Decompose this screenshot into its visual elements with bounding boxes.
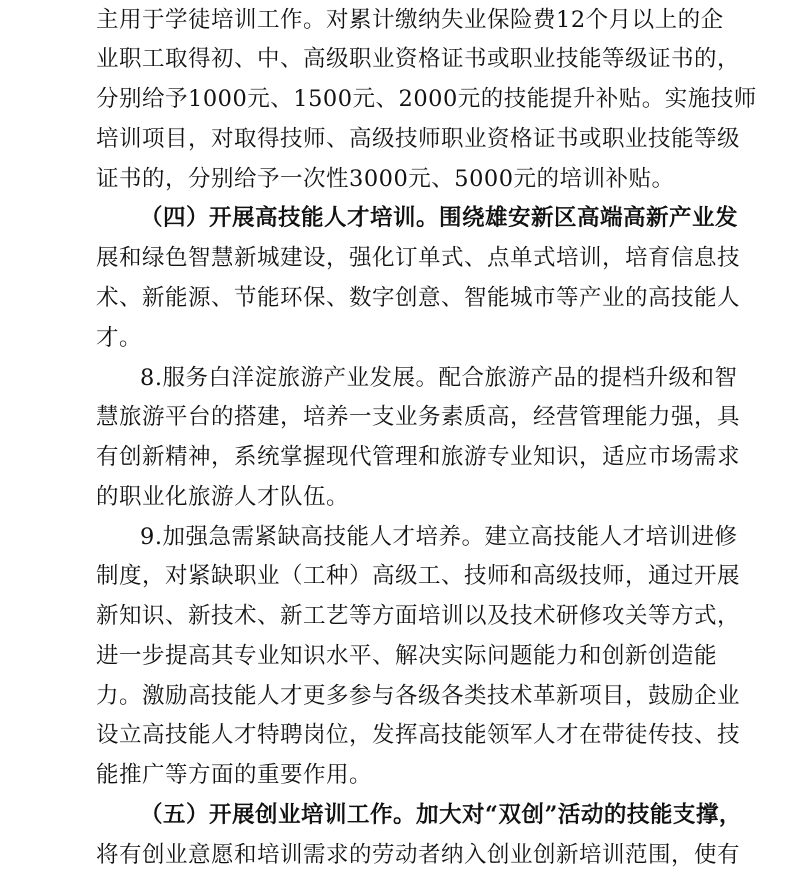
text-line: 展和绿色智慧新城建设，强化订单式、点单式培训，培育信息技 bbox=[96, 245, 741, 271]
text-line: 证书的，分别给予一次性3000元、5000元的培训补贴。 bbox=[96, 166, 675, 192]
text-line: 将有创业意愿和培训需求的劳动者纳入创业创新培训范围，使有 bbox=[96, 842, 741, 868]
text-line: 进一步提高其专业知识水平、解决实际问题能力和创新创造能 bbox=[96, 643, 718, 669]
text-line: 分别给予1000元、1500元、2000元的技能提升补贴。实施技师 bbox=[96, 86, 757, 112]
text-line: 制度，对紧缺职业（工种）高级工、技师和高级技师，通过开展 bbox=[96, 563, 741, 589]
section-heading-5: （五）开展创业培训工作。加大对“双创”活动的技能支撑， bbox=[140, 802, 742, 828]
text-line: 主用于学徒培训工作。对累计缴纳失业保险费12个月以上的企 bbox=[96, 7, 724, 33]
text-line: 培训项目，对取得技师、高级技师职业资格证书或职业技能等级 bbox=[96, 126, 741, 152]
text-line: 设立高技能人才特聘岗位，发挥高技能领军人才在带徒传技、技 bbox=[96, 722, 741, 748]
text-line: 能推广等方面的重要作用。 bbox=[96, 762, 373, 788]
text-line: 力。激励高技能人才更多参与各级各类技术革新项目，鼓励企业 bbox=[96, 683, 741, 709]
text-line: 慧旅游平台的搭建，培养一支业务素质高，经营管理能力强，具 bbox=[96, 404, 741, 430]
text-line: 的职业化旅游人才队伍。 bbox=[96, 484, 350, 510]
section-heading-4: （四）开展高技能人才培训。围绕雄安新区高端高新产业发 bbox=[140, 205, 739, 231]
text-line: 术、新能源、节能环保、数字创意、智能城市等产业的高技能人 bbox=[96, 285, 741, 311]
item-9-heading: 9.加强急需紧缺高技能人才培养。建立高技能人才培训进修 bbox=[140, 524, 738, 550]
text-line: 业职工取得初、中、高级职业资格证书或职业技能等级证书的， bbox=[96, 46, 741, 72]
text-line: 新知识、新技术、新工艺等方面培训以及技术研修攻关等方式， bbox=[96, 603, 741, 629]
text-line: 才。 bbox=[96, 325, 143, 351]
text-line: 有创新精神，系统掌握现代管理和旅游专业知识，适应市场需求 bbox=[96, 444, 741, 470]
item-8-heading: 8.服务白洋淀旅游产业发展。配合旅游产品的提档升级和智 bbox=[140, 365, 738, 391]
